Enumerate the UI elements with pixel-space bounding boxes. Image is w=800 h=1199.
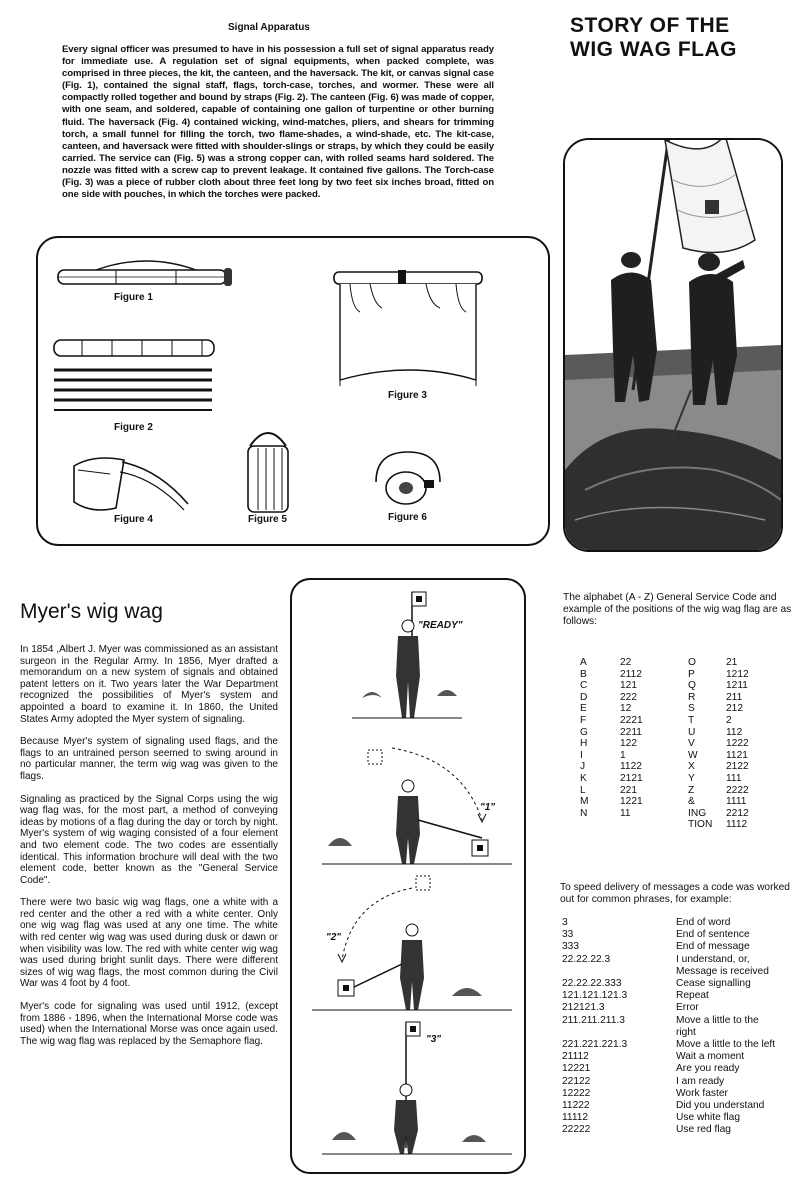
alphabet-code: 212 [726,703,743,715]
alphabet-code: 222 [620,691,637,703]
alphabet-letter: Q [688,680,696,692]
alphabet-letter: L [580,784,586,796]
alphabet-code: 21 [726,657,738,668]
alphabet-letter: & [688,796,695,808]
alphabet-code: 1 [620,749,626,761]
myer-paragraph: There were two basic wig wag flags, one a white with a red center and the other a red with a white center. Only one wig wag flag was used at any one time. The white with red center wig wag was used during dusk or dawn or when visibility was low. The red with white center wig wag was used during bright sunlit days. There were different sizes of wig wag flags, the most common during the Civil War was 4 foot by 4 foot. [20,897,278,990]
phrase-code: 21112 [562,1051,589,1063]
flag-positions-panel [290,578,526,1174]
phrase-meaning: I understand, or, [676,953,750,965]
alphabet-code: 121 [620,680,637,692]
alphabet-code: 2 [726,715,732,726]
phrase-meaning: End of word [676,917,731,928]
alphabet-letter: E [580,703,587,715]
myer-paragraph: Signaling as practiced by the Signal Corps using the wig wag flag was, for the most part, a method of conveying ideas by motions of a flag during the day or torch by night. Myer's system of wig waging consisted of a four element and two element code. The two codes are essentially identical. This information brochure will deal with the two element code, better known as the "General Service Code". [20,793,278,886]
alphabet-letter: TION [688,819,713,831]
story-title [570,14,737,62]
position-3-figure [322,1018,512,1166]
phrase-meaning: I am ready [676,1075,725,1087]
alphabet-letter: N [580,807,588,819]
alphabet-code: 1111 [726,796,747,808]
ready-label: "READY" [418,620,463,631]
signalmen-illustration [563,138,783,552]
alphabet-letter: T [688,715,695,726]
alphabet-letter: U [688,726,696,738]
alphabet-letter: P [688,668,695,680]
phrase-code: 22.22.22.333 [562,978,622,989]
phrase-meaning: right [676,1026,696,1038]
alphabet-code: 1121 [726,749,748,761]
alphabet-code: 1212 [726,668,749,680]
phrase-meaning: Cease signalling [676,978,751,989]
figure-5-service-can [244,424,292,516]
signal-apparatus-text: Every signal officer was presumed to have in his possession a full set of signal apparatus ready for immediate use. A regulation set of signal equipments, when packed complete, was comprised in three pieces, the kit, the canteen, and the haversack. The kit, or canvas signal case (Fig. 1), contained the signal staff, flags, torch-case, torches, and wormer. These were all compactly rolled together and bound by straps (Fig. 2). The canteen (Fig. 6) was made of copper, with one seam, and soldered, capable of containing one gallon of turpentine or other burning fluid. The haversack (Fig. 4) contained wicking, wind-matches, pliers, and shears for trimming torch, a small funnel for filling the torch, two flame-shades, a wind-shade, etc. The kit-case, canteen, and haversack were fitted with shoulder-slings or straps, by which they could be easily carried. The service can (Fig. 5) was a strong copper can, with rolled seams hard soldered. The nozzle was fitted with a screw cap to prevent leakage. It contained five gallons. The Torch-case (Fig. 3) was a piece of rubber cloth about three feet long by two feet six inches broad, fitted on one side with pouches, in which the torches were packed. [62,44,494,201]
phrase-code: 12221 [562,1063,591,1075]
figure-2-label: Figure 2 [114,422,153,433]
alphabet-letter: G [580,726,588,738]
phrase-code: 22222 [562,1124,591,1136]
alphabet-code: 1122 [620,761,642,773]
phrase-code: 12222 [562,1087,591,1099]
alphabet-letter: X [688,761,695,773]
position-2-figure [312,870,512,1020]
alphabet-code: 22 [620,657,632,668]
alphabet-intro: The alphabet (A - Z) General Service Code and example of the positions of the wig wag flag are as follows: [563,592,792,627]
phrases-intro: To speed delivery of messages a code was worked out for common phrases, for example: [560,882,790,905]
figures-panel [36,236,550,546]
myer-paragraph: In 1854 ,Albert J. Myer was commissioned as an assistant surgeon in the Regular Army. In 1856, Myer drafted a memorandum on a new system of signals and obtained patent letters on it. Two years later the War Department recognized the possibilities of Myer's system and appointed a board to examine it. In 1860, the United States Army adopted the Myer system of signaling. [20,644,278,725]
alphabet-letter: O [688,657,696,668]
alphabet-code: 122 [620,738,637,750]
figure-6-canteen [368,450,448,508]
figure-2-staffs [52,336,222,416]
alphabet-letter: Z [688,784,695,796]
alphabet-code: 2122 [726,761,749,773]
position-1-figure [322,730,512,870]
alphabet-code: 2212 [726,807,749,819]
phrase-meaning: Move a little to the left [676,1039,776,1050]
alphabet-letter: F [580,715,587,726]
phrase-meaning: Are you ready [676,1063,740,1075]
phrase-code: 33 [562,929,574,941]
alphabet-code: 12 [620,703,632,715]
alphabet-code: 2121 [620,773,643,784]
myer-paragraph: Because Myer's system of signaling used flags, and the flags to an untrained person seemed to swing around in no particular manner, the term wig wag was given to the flags. [20,736,278,782]
figure-4-label: Figure 4 [114,514,153,525]
phrase-meaning: Use red flag [676,1124,731,1136]
story-title-line-2: WIG WAG FLAG [570,38,737,61]
phrase-meaning: Message is received [676,965,769,977]
alphabet-letter: ING [688,807,707,819]
phrase-code: 333 [562,941,579,953]
position-1-label: "1" [480,802,496,813]
signal-apparatus-heading: Signal Apparatus [228,22,310,33]
alphabet-letter: C [580,680,588,692]
story-title-line-1: STORY OF THE [570,14,730,37]
alphabet-code: 1211 [726,680,748,692]
phrase-meaning: End of message [676,941,750,953]
figure-1-label: Figure 1 [114,292,153,303]
phrase-code: 22122 [562,1075,591,1087]
alphabet-code: 2221 [620,715,643,726]
alphabet-code: 2112 [620,668,642,680]
myer-section-text [20,644,278,1058]
alphabet-code: 111 [726,773,742,784]
phrase-meaning: Wait a moment [676,1051,745,1063]
alphabet-letter: I [580,749,583,761]
myer-section-title: Myer's wig wag [20,600,163,623]
figure-3-label: Figure 3 [388,390,427,401]
alphabet-letter: M [580,796,589,808]
alphabet-code: 1222 [726,738,749,750]
alphabet-letter: J [580,761,586,773]
signalmen-drawing [565,140,781,550]
phrase-code: 11112 [562,1112,589,1124]
phrase-code: 121.121.121.3 [562,990,628,1002]
phrase-meaning: Did you understand [676,1100,765,1111]
phrase-code: 22.22.22.3 [562,953,611,965]
alphabet-letter: S [688,703,695,715]
alphabet-letter: W [688,749,698,761]
alphabet-code: 1112 [726,819,748,831]
alphabet-code: 112 [726,726,743,738]
phrase-code: 221.221.221.3 [562,1039,628,1050]
phrase-meaning: End of sentence [676,929,750,941]
phrase-code: 212121.3 [562,1002,605,1014]
alphabet-code: 1221 [620,796,643,808]
ready-position-figure [352,586,462,726]
position-3-label: "3" [426,1034,442,1045]
phrase-code: 3 [562,917,568,928]
alphabet-letter: Y [688,773,695,784]
alphabet-code: 11 [620,807,631,819]
alphabet-letter: D [580,691,588,703]
alphabet-letter: H [580,738,588,750]
phrase-meaning: Work faster [676,1087,728,1099]
alphabet-letter: A [580,657,587,668]
alphabet-code: 221 [620,784,637,796]
phrase-code: 211.211.211.3 [562,1014,625,1026]
phrase-code: 11222 [562,1100,590,1111]
figure-1-kit-case [56,256,236,296]
figure-4-haversack [64,452,194,516]
figure-6-label: Figure 6 [388,512,427,523]
alphabet-letter: K [580,773,587,784]
phrase-meaning: Use white flag [676,1112,740,1124]
alphabet-code: 2222 [726,784,749,796]
phrase-meaning: Repeat [676,990,709,1002]
alphabet-letter: B [580,668,587,680]
position-2-label: "2" [326,932,342,943]
alphabet-code: 211 [726,691,743,703]
alphabet-letter: R [688,691,696,703]
alphabet-code: 2211 [620,726,642,738]
figure-5-label: Figure 5 [248,514,287,525]
phrase-meaning: Move a little to the [676,1014,759,1026]
figure-3-torch-case [330,268,490,388]
myer-paragraph: Myer's code for signaling was used until 1912, (except from 1886 - 1896, when the International Morse code was used) when the International Morse was once again used. The wig wag flag was replaced by the Semaphore flag. [20,1001,278,1047]
alphabet-letter: V [688,738,695,750]
phrase-meaning: Error [676,1002,699,1014]
